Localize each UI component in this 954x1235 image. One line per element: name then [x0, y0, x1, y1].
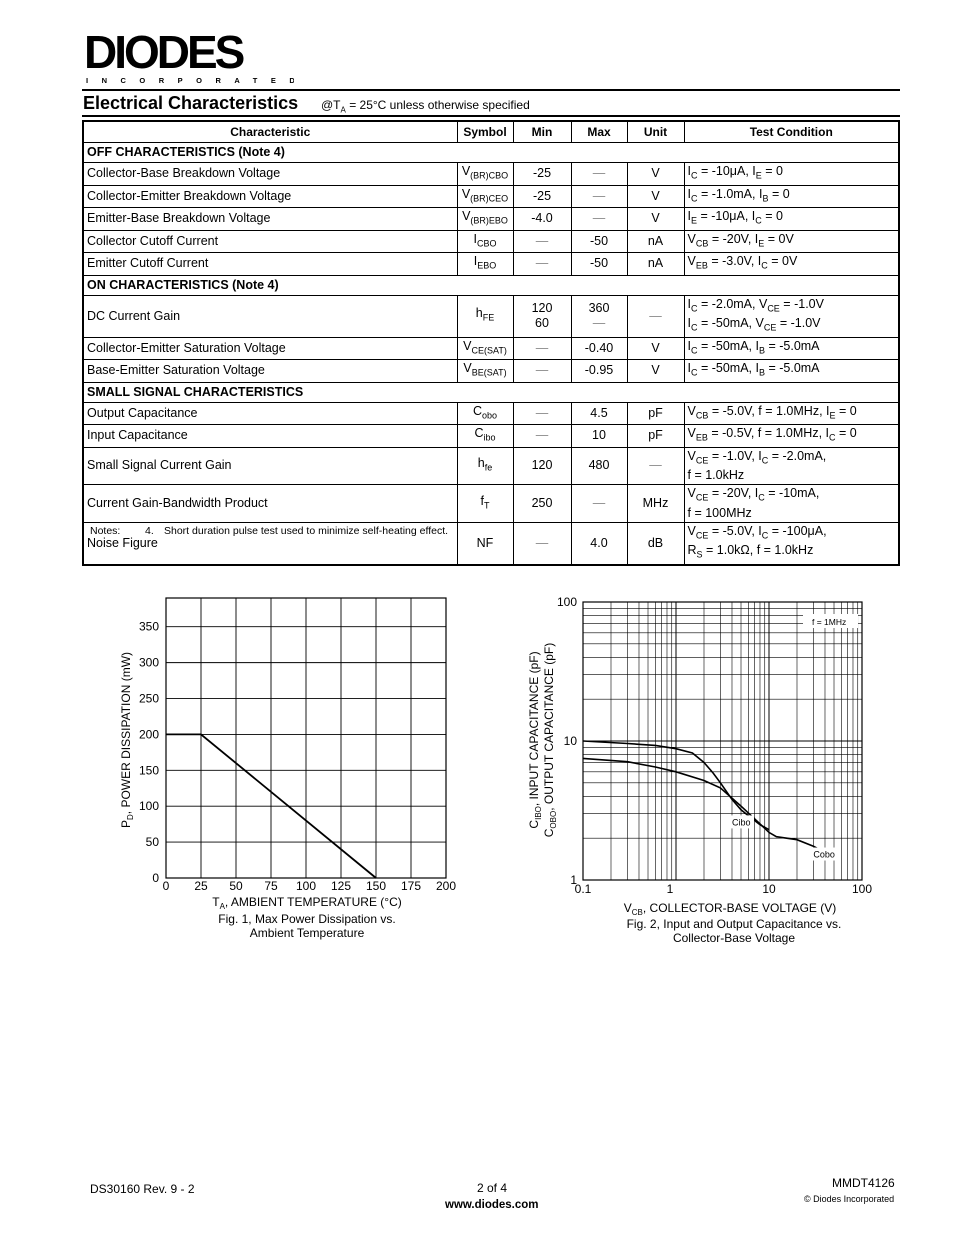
characteristic-cell: Output Capacitance [83, 402, 457, 425]
max-cell: — [571, 485, 627, 523]
fig1-xlabel: $T_A$, AMBIENT TEMPERATURE (°C) [212, 895, 402, 911]
min-cell: — [513, 337, 571, 360]
test-condition-cell: $I_C = -50mA$, $I_B = -5.0mA$ [684, 360, 899, 383]
notes-label: Notes: [90, 525, 121, 537]
characteristic-cell: Collector-Emitter Saturation Voltage [83, 337, 457, 360]
symbol-cell: $f_T$ [457, 485, 513, 523]
symbol-cell: $V_{(BR)EBO}$ [457, 208, 513, 231]
symbol-cell: NF [457, 522, 513, 565]
max-cell: 480 [571, 447, 627, 485]
col-header-max: Max [571, 121, 627, 143]
unit-cell: pF [627, 425, 684, 448]
symbol-cell: $C_{ibo}$ [457, 425, 513, 448]
fig1-ytick-label: 50 [145, 835, 159, 850]
fig2-series-label-cobo: Cobo [813, 849, 835, 860]
min-cell: — [513, 402, 571, 425]
fig1-ytick-label: 350 [138, 619, 159, 634]
symbol-cell: $C_{obo}$ [457, 402, 513, 425]
min-cell: — [513, 425, 571, 448]
note-text: Short duration pulse test used to minimize self-heating effect. [164, 525, 449, 537]
fig1-ytick-label: 200 [138, 727, 159, 742]
col-header-unit: Unit [627, 121, 684, 143]
test-condition-cell: $I_C = -1.0mA$, $I_B = 0$ [684, 185, 899, 208]
fig1-title-line2: Ambient Temperature [249, 926, 365, 940]
unit-cell: V [627, 337, 684, 360]
fig2-ylabel-output: $C_{OBO}$, OUTPUT CAPACITANCE (pF) [542, 642, 558, 838]
max-cell: — [571, 185, 627, 208]
max-cell: 4.5 [571, 402, 627, 425]
min-cell: -25 [513, 163, 571, 186]
unit-cell: dB [627, 522, 684, 565]
diodes-logo [84, 30, 294, 88]
unit-cell: V [627, 208, 684, 231]
unit-cell: V [627, 360, 684, 383]
symbol-cell: $V_{(BR)CEO}$ [457, 185, 513, 208]
characteristic-cell: Emitter Cutoff Current [83, 253, 457, 276]
symbol-cell: $V_{(BR)CBO}$ [457, 163, 513, 186]
max-cell: -50 [571, 230, 627, 253]
table-header-row [83, 121, 899, 143]
characteristic-cell: Base-Emitter Saturation Voltage [83, 360, 457, 383]
section-label: SMALL SIGNAL CHARACTERISTICS [83, 382, 899, 402]
unit-cell: V [627, 185, 684, 208]
symbol-cell: $h_{fe}$ [457, 447, 513, 485]
characteristic-cell: Small Signal Current Gain [83, 447, 457, 485]
symbol-cell: $V_{BE(SAT)}$ [457, 360, 513, 383]
col-header-characteristic: Characteristic [83, 121, 457, 143]
fig1-xtick-label: 175 [400, 879, 422, 893]
table-row [83, 360, 899, 383]
symbol-cell: $V_{CE(SAT)}$ [457, 337, 513, 360]
max-cell: — [571, 208, 627, 231]
logo-subtitle: INCORPORATED [86, 76, 294, 85]
unit-cell: pF [627, 402, 684, 425]
min-cell: — [513, 522, 571, 565]
unit-cell: V [627, 163, 684, 186]
test-condition-cell: $I_C = -2.0mA$, $V_{CE} = -1.0V$ $I_C = -50mA$, $V_{CE} = -1.0V$ [684, 295, 899, 337]
fig1-grid [166, 598, 446, 878]
footer-website-link[interactable]: www.diodes.com [445, 1199, 539, 1211]
characteristic-cell: Collector-Emitter Breakdown Voltage [83, 185, 457, 208]
min-cell: — [513, 253, 571, 276]
fig1-ytick-label: 300 [138, 655, 159, 670]
test-condition-cell: $V_{CB} = -20V$, $I_E = 0V$ [684, 230, 899, 253]
note-number: 4. [145, 525, 154, 537]
section-label: OFF CHARACTERISTICS (Note 4) [83, 143, 899, 163]
section-row [83, 275, 899, 295]
table-row [83, 425, 899, 448]
footer-part-number: MMDT4126 [832, 1176, 895, 1190]
fig2-grid [583, 602, 862, 880]
section-row [83, 143, 899, 163]
fig1-title-line1: Fig. 1, Max Power Dissipation vs. [218, 912, 396, 926]
test-condition-note: $@T_A = 25^\circ C$ unless otherwise specified [321, 98, 530, 115]
max-cell: -0.40 [571, 337, 627, 360]
unit-cell: nA [627, 230, 684, 253]
unit-cell: — [627, 295, 684, 337]
test-condition-cell: $V_{CE} = -5.0V$, $I_C = -100\mu A$, $R_S = 1.0k\Omega$, f = 1.0kHz [684, 522, 899, 565]
unit-cell: nA [627, 253, 684, 276]
fig1-xtick-label: 200 [435, 879, 457, 893]
fig2-title-line2: Collector-Base Voltage [672, 931, 796, 945]
table-row [83, 485, 899, 523]
fig1-ylabel: $P_D$, POWER DISSIPATION (mW) [119, 651, 135, 829]
col-header-test-condition: Test Condition [684, 121, 899, 143]
test-condition-cell: $V_{EB} = -0.5V$, f = 1.0MHz, $I_C = 0$ [684, 425, 899, 448]
symbol-cell: $I_{CBO}$ [457, 230, 513, 253]
max-cell: -50 [571, 253, 627, 276]
characteristic-cell: Input Capacitance [83, 425, 457, 448]
footer-doc-number: DS30160 Rev. 9 - 2 [90, 1182, 195, 1196]
test-condition-cell: $V_{EB} = -3.0V$, $I_C = 0V$ [684, 253, 899, 276]
unit-cell: MHz [627, 485, 684, 523]
max-cell: 10 [571, 425, 627, 448]
min-cell: 120 [513, 447, 571, 485]
fig1-ytick-label: 150 [138, 763, 159, 778]
table-row [83, 185, 899, 208]
section-title: Electrical Characteristics [83, 93, 299, 113]
characteristic-cell: Current Gain-Bandwidth Product [83, 485, 457, 523]
fig2-ytick-label: 1 [570, 873, 577, 887]
max-cell: — [571, 163, 627, 186]
table-row [83, 163, 899, 186]
table-row [83, 337, 899, 360]
min-cell: -4.0 [513, 208, 571, 231]
unit-cell: — [627, 447, 684, 485]
characteristic-cell: Collector Cutoff Current [83, 230, 457, 253]
fig2-curve-cobo [583, 758, 834, 855]
fig2-xtick-label: 0.1 [574, 882, 592, 896]
header-rule [82, 115, 900, 117]
table-row [83, 402, 899, 425]
logo-wordmark: DIODES [84, 30, 243, 78]
fig2-capacitance-chart [520, 590, 890, 955]
max-cell: -0.95 [571, 360, 627, 383]
max-cell: 4.0 [571, 522, 627, 565]
table-row [83, 230, 899, 253]
fig1-ytick-label: 0 [152, 871, 159, 885]
test-condition-cell: $I_C = -50mA$, $I_B = -5.0mA$ [684, 337, 899, 360]
min-cell: — [513, 360, 571, 383]
test-condition-cell: $V_{CE} = -1.0V$, $I_C = -2.0mA$, f = 1.0kHz [684, 447, 899, 485]
min-cell: — [513, 230, 571, 253]
fig1-ytick-label: 100 [138, 799, 159, 814]
col-header-min: Min [513, 121, 571, 143]
fig1-xtick-label: 125 [330, 879, 352, 893]
test-condition-cell: $I_C = -10\mu A$, $I_E = 0$ [684, 163, 899, 186]
table-row [83, 253, 899, 276]
test-condition-cell: $V_{CB} = -5.0V$, f = 1.0MHz, $I_E = 0$ [684, 402, 899, 425]
max-cell: 360 — [571, 295, 627, 337]
footer-copyright: © Diodes Incorporated [804, 1194, 895, 1204]
characteristic-cell: Noise Figure [83, 522, 457, 565]
fig1-power-dissipation-chart [110, 590, 470, 950]
fig2-xlabel: $V_{CB}$, COLLECTOR-BASE VOLTAGE (V) [623, 901, 837, 917]
col-header-symbol: Symbol [457, 121, 513, 143]
min-cell: 120 60 [513, 295, 571, 337]
fig2-ytick-label: 100 [556, 595, 577, 609]
fig1-xtick-label: 50 [229, 879, 243, 893]
electrical-characteristics-table [82, 120, 900, 566]
fig1-labels [139, 620, 456, 893]
fig2-xtick-label: 1 [666, 882, 674, 896]
fig1-xtick-label: 100 [295, 879, 317, 893]
min-cell: -25 [513, 185, 571, 208]
fig2-ylabel-input: $C_{IBO}$, INPUT CAPACITANCE (pF) [527, 651, 543, 829]
section-row [83, 382, 899, 402]
section-label: ON CHARACTERISTICS (Note 4) [83, 275, 899, 295]
fig2-ytick-label: 10 [563, 734, 577, 748]
characteristic-cell: DC Current Gain [83, 295, 457, 337]
characteristic-cell: Collector-Base Breakdown Voltage [83, 163, 457, 186]
fig2-annotation: f = 1MHz [812, 617, 847, 627]
test-condition-cell: $V_{CE} = -20V$, $I_C = -10mA$, f = 100MHz [684, 485, 899, 523]
fig1-xtick-label: 75 [264, 879, 278, 893]
footer-page-number: 2 of 4 [477, 1181, 508, 1195]
table-row [83, 295, 899, 337]
fig2-xtick-label: 100 [851, 882, 873, 896]
fig2-title-line1: Fig. 2, Input and Output Capacitance vs. [626, 917, 842, 931]
fig1-xtick-label: 0 [162, 879, 170, 893]
min-cell: 250 [513, 485, 571, 523]
fig1-ytick-label: 250 [138, 691, 159, 706]
table-row [83, 447, 899, 485]
test-condition-cell: $I_E = -10\mu A$, $I_C = 0$ [684, 208, 899, 231]
characteristic-cell: Emitter-Base Breakdown Voltage [83, 208, 457, 231]
fig2-xtick-label: 10 [762, 882, 776, 896]
symbol-cell: $h_{FE}$ [457, 295, 513, 337]
header-rule [82, 89, 900, 91]
fig2-data [583, 741, 837, 861]
table-row [83, 208, 899, 231]
fig1-xtick-label: 25 [194, 879, 208, 893]
fig2-series-label-cibo: Cibo [731, 817, 751, 828]
fig1-xtick-label: 150 [365, 879, 387, 893]
symbol-cell: $I_{EBO}$ [457, 253, 513, 276]
